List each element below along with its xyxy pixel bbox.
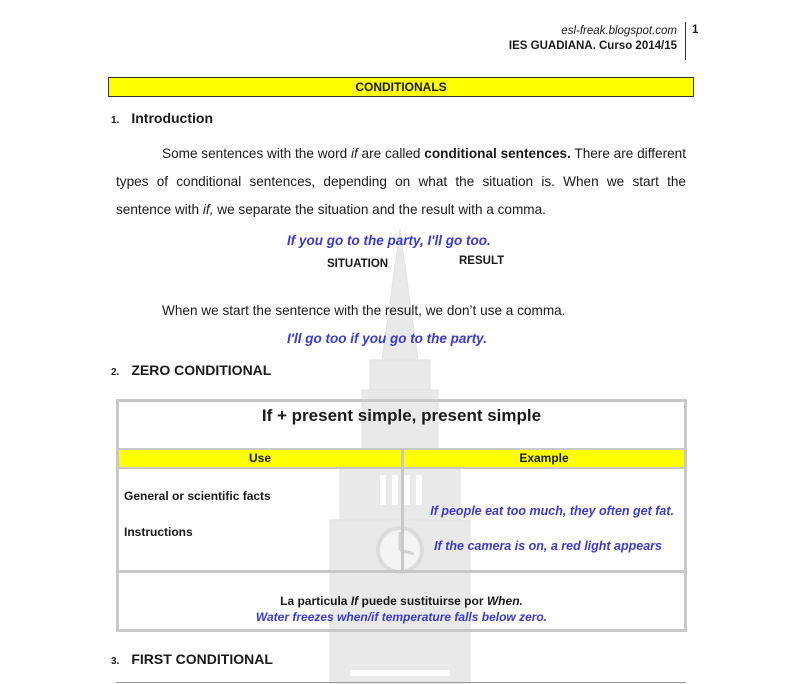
zero-conditional-table: [116, 399, 687, 632]
use-item: Instructions: [124, 525, 193, 539]
formula-heading: If + present simple, present simple: [261, 406, 542, 425]
document-title: CONDITIONALS: [108, 77, 694, 97]
example-sentence-1: If you go to the party, I'll go too.: [287, 233, 491, 248]
header-divider: [685, 22, 686, 60]
text-span: Some sentences with the word: [162, 146, 351, 161]
section-heading-first-conditional: [111, 651, 273, 667]
column-header-example: Example: [404, 448, 684, 469]
situation-label: SITUATION: [327, 258, 389, 270]
intro-paragraph: [116, 140, 686, 224]
section-number: 2.: [111, 367, 120, 378]
column-divider: [401, 448, 404, 572]
text-span: if,: [202, 202, 214, 217]
section-number: 1.: [111, 115, 120, 126]
text-span: we separate the situation and the result with a comma.: [213, 202, 546, 217]
page-header: [509, 24, 677, 54]
text-span: conditional sentences.: [424, 146, 571, 161]
section-title: FIRST CONDITIONAL: [131, 651, 273, 667]
section-number: 3.: [111, 656, 120, 667]
row-divider: [119, 570, 684, 573]
header-school: IES GUADIANA. Curso 2014/15: [508, 40, 677, 52]
section-title: ZERO CONDITIONAL: [131, 362, 272, 378]
example-item: If the camera is on, a red light appears: [434, 539, 662, 553]
note-text: [119, 594, 684, 608]
text-span: There are different types of conditional sentences, depending on what the situation is. When we start the sentence with: [116, 146, 686, 217]
column-header-use: Use: [119, 448, 401, 469]
use-item: General or scientific facts: [124, 489, 271, 503]
text-span: puede sustituirse por: [358, 594, 487, 608]
intro-paragraph-2: [162, 297, 682, 325]
section-heading-zero-conditional: [111, 362, 271, 378]
note-example: Water freezes when/if temperature falls below zero.: [255, 610, 548, 624]
section-heading-introduction: [111, 110, 213, 126]
section-title: Introduction: [131, 110, 213, 126]
example-item: If people eat too much, they often get fat.: [430, 504, 674, 518]
bottom-rule: [116, 682, 686, 683]
example-sentence-2: I'll go too if you go to the party.: [287, 331, 487, 346]
text-span: When.: [486, 594, 523, 608]
text-span: When we start the sentence with the result, we don’t use a comma.: [162, 303, 566, 318]
text-span: if: [350, 146, 358, 161]
result-label: RESULT: [459, 255, 505, 267]
text-span: La particula: [280, 594, 351, 608]
text-span: are called: [357, 146, 425, 161]
text-span: If: [350, 594, 359, 608]
page-number: 1: [692, 24, 699, 36]
header-site: esl-freak.blogspot.com: [561, 25, 677, 37]
